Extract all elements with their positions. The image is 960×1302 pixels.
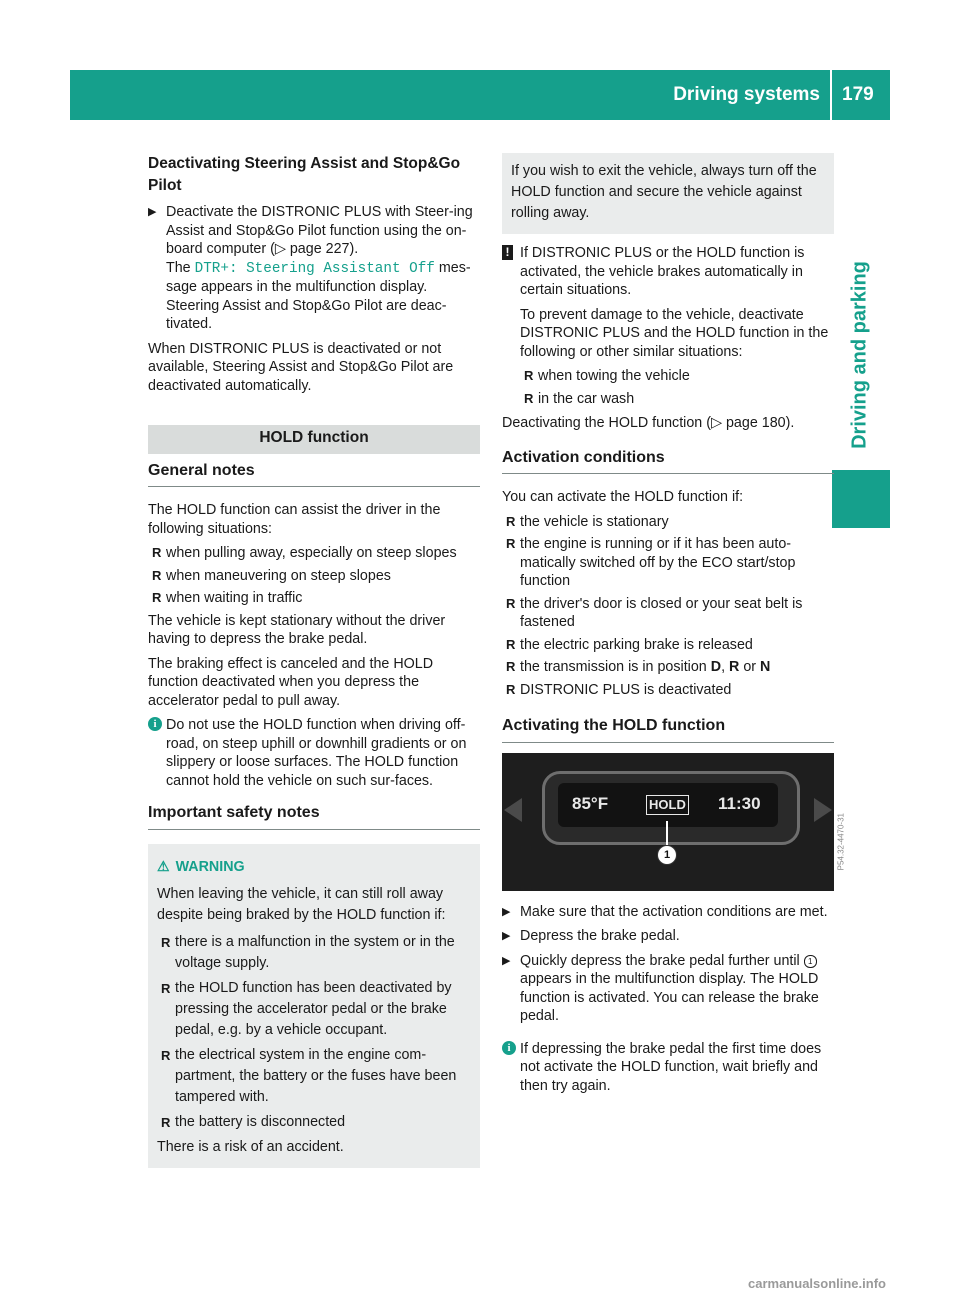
list-item: R when waiting in traffic [152,590,303,606]
watermark: carmanualsonline.info [748,1276,886,1291]
info-icon: i [502,1041,516,1055]
page-ref-arrow-icon: ▷ [274,241,286,257]
list-item: R the battery is disconnected [157,1112,471,1133]
step-arrow-icon: ▶ [148,206,157,218]
list-item: R the engine is running or if it has been auto-matically switched off by the ECO start/stop function [506,536,796,589]
page-section-title: Driving systems [673,84,820,105]
step-text: mes-sage appears in the multifunction display. Steering Assist and Stop&Go Pilot are deac-tivated. [166,259,471,332]
paragraph: You can activate the HOLD function if: [502,489,744,505]
list-item: R DISTRONIC PLUS is deactivated [506,681,732,698]
warning-continuation-box: If you wish to exit the vehicle, always turn off the HOLD function and secure the vehicle against rolling away. [502,153,834,234]
list-item: R there is a malfunction in the system or in the voltage supply. [161,933,455,971]
paragraph: Deactivating the HOLD function (▷ page 180). [502,415,795,431]
warning-box [148,844,480,1168]
display-temperature: 85°F [572,793,609,813]
list-item: R the HOLD function has been deactivated by pressing the accelerator pedal or the brake pedal, e.g. by a vehicle occupant. [161,979,452,1038]
page-ref-link[interactable]: page 227). [289,241,359,257]
warning-text: There is a risk of an accident. [157,1138,344,1155]
step-deactivate [148,203,480,334]
display-message: DTR+: Steering Assistant Off [194,260,435,277]
bullet-icon: R [524,368,534,383]
bullet-icon: R [506,513,516,529]
step-arrow-icon: ▶ [502,905,511,918]
list-item: R when maneuvering on steep slopes [152,567,391,584]
list-item: R the electric parking brake is released [506,636,753,653]
paragraph: The HOLD function can assist the driver in the following situations: [148,502,441,537]
side-tab-block [832,470,890,528]
list-item: R the vehicle is stationary [506,513,669,530]
bullet-icon: R [161,934,171,950]
left-arrow-icon [504,798,522,822]
multifunction-display [558,783,778,827]
left-column [148,153,480,1168]
bullet-icon: R [506,681,516,697]
right-column [502,153,845,1105]
photo-id: P54.32-4470-31 [836,812,845,870]
warning-text: When leaving the vehicle, it can still roll away despite being braked by the HOLD function if: [157,885,446,923]
callout-reference: 1 [804,955,817,968]
step-text: Deactivate the DISTRONIC PLUS with Steer-ing Assist and Stop&Go Pilot function using the on-board computer ( [166,204,473,257]
step-text: The [166,259,191,276]
hold-display-photo [502,753,845,891]
caution-note: ! If DISTRONIC PLUS or the HOLD function is activated, the vehicle brakes automatically in certain situations. To prevent damage to the vehicle, deactivate DISTRONIC PLUS and the HOLD function in the following or other similar situations: R when towing the vehicle R in the car wash [502,244,834,408]
bullet-icon: R [152,545,162,560]
warning-title: ⚠ WARNING [157,857,245,875]
general-notes-heading: General notes [148,462,480,488]
callout-number: 1 [657,845,677,865]
list-item: R the transmission is in position D, R or N [506,659,771,675]
bullet-icon: R [161,980,171,996]
paragraph: The vehicle is kept stationary without the driver having to depress the brake pedal. [148,612,446,647]
bullet-icon: R [506,536,516,551]
activation-conditions-heading: Activation conditions [502,449,834,475]
page-ref-link[interactable]: page 180). [725,415,795,431]
bullet-icon: R [506,636,516,652]
info-note: i If depressing the brake pedal the first time does not activate the HOLD function, wait briefly and then try again. [502,1040,834,1096]
info-icon: i [148,717,162,731]
step-arrow-icon: ▶ [502,930,511,942]
hold-function-heading: HOLD function [148,425,480,454]
step-item: ▶ Depress the brake pedal. [502,928,680,944]
list-item: R the electrical system in the engine com-partment, the battery or the fuses have been tampered with. [161,1046,457,1105]
paragraph: When DISTRONIC PLUS is deactivated or not available, Steering Assist and Stop&Go Pilot are deactivated automatically. [148,340,454,394]
exclamation-icon: ! [502,245,513,260]
list-item: R when towing the vehicle [524,368,690,384]
callout-line [666,821,668,845]
activating-hold-heading: Activating the HOLD function [502,717,834,743]
bullet-icon: R [524,390,534,406]
bullet-icon: R [506,659,516,674]
list-item: R when pulling away, especially on steep slopes [152,545,457,561]
bullet-icon: R [161,1114,171,1130]
list-item: R the driver's door is closed or your seat belt is fastened [506,595,803,630]
paragraph: The braking effect is canceled and the HOLD function deactivated when you depress the accelerator pedal to pull away. [148,655,434,709]
page-ref-arrow-icon: ▷ [711,415,722,431]
warning-triangle-icon: ⚠ [157,857,170,874]
bullet-icon: R [152,590,162,605]
header-divider [830,70,832,120]
side-tab-label: Driving and parking [848,261,871,449]
bullet-icon: R [161,1047,171,1063]
page-number: 179 [842,84,874,105]
list-item: R in the car wash [524,390,635,407]
step-item: ▶ Make sure that the activation conditions are met. [502,903,828,920]
bullet-icon: R [152,567,162,583]
safety-notes-heading: Important safety notes [148,804,480,830]
step-arrow-icon: ▶ [502,954,511,967]
right-arrow-icon [814,798,832,822]
display-time: 11:30 [718,793,761,813]
display-hold-indicator: HOLD [646,795,689,816]
deactivating-heading: Deactivating Steering Assist and Stop&Go Pilot [148,155,461,194]
info-note: i Do not use the HOLD function when driving off-road, on steep uphill or downhill gradients or on slippery or loose surfaces. The HOLD function cannot hold the vehicle on such sur-faces. [148,716,480,790]
bullet-icon: R [506,595,516,611]
step-item: ▶ Quickly depress the brake pedal further until 1 appears in the multifunction display. The HOLD function is activated. You can release the brake pedal. [502,952,819,1024]
